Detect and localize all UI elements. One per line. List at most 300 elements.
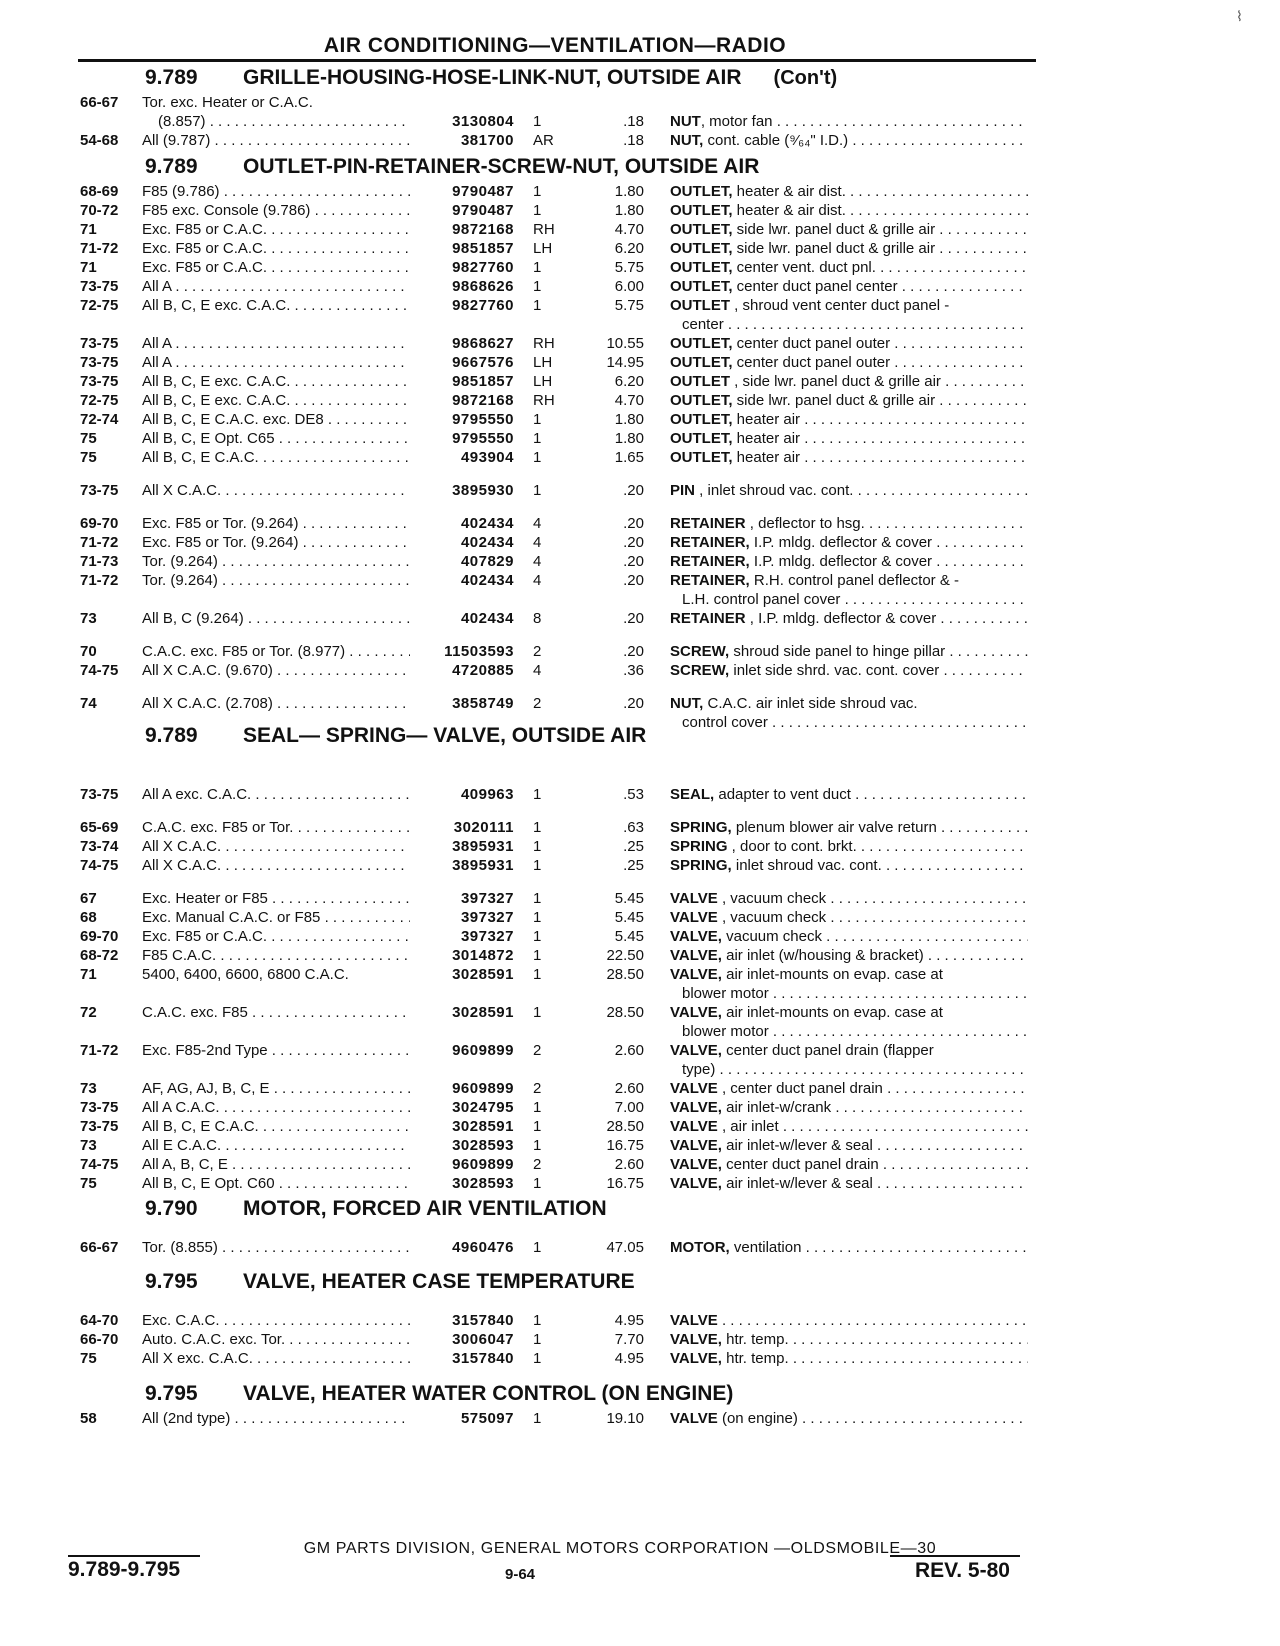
description-noun: SPRING (670, 838, 728, 855)
description (670, 449, 1028, 466)
description-text: , center duct panel drain (717, 1080, 883, 1097)
description-text: , vacuum check (717, 890, 827, 907)
part-number: 9868626 (452, 278, 514, 295)
application: Exc. F85 or C.A.C. . . . (142, 240, 410, 257)
description-noun: OUTLET, (670, 335, 733, 352)
description-text: inlet shroud vac. cont. (731, 857, 882, 874)
description-noun: VALVE, (670, 947, 722, 964)
part-number: 397327 (460, 909, 514, 926)
footer-section-range: 9.789-9.795 (68, 1558, 181, 1581)
model-years: 73-75 (80, 354, 119, 371)
part-number: 402434 (460, 515, 514, 532)
quantity: 4 (533, 534, 542, 551)
part-row (0, 278, 1280, 297)
model-years: 73-75 (80, 482, 119, 499)
quantity: 1 (533, 1239, 542, 1256)
part-row (0, 1175, 1280, 1194)
description (670, 662, 1028, 679)
model-years: 66-70 (80, 1331, 119, 1348)
description-noun: RETAINER (670, 515, 746, 532)
description-noun: VALVE (670, 1410, 718, 1427)
description-text: side lwr. panel duct & grille air (732, 392, 936, 409)
application: F85 C.A.C. . . . (142, 947, 410, 964)
part-row (0, 909, 1280, 928)
part-row (0, 113, 1280, 132)
description-noun: OUTLET, (670, 259, 733, 276)
model-years: 69-70 (80, 928, 119, 945)
quantity: 1 (533, 449, 542, 466)
part-number: 9851857 (452, 240, 514, 257)
application: F85 (9.786) . . . (142, 183, 410, 200)
part-row (0, 1023, 1280, 1042)
description-noun: OUTLET, (670, 392, 733, 409)
price: .18 (623, 132, 644, 149)
part-row (0, 695, 1280, 714)
price: .53 (623, 786, 644, 803)
model-years: 74-75 (80, 1156, 119, 1173)
part-number: 575097 (460, 1410, 514, 1427)
model-years: 73-75 (80, 1099, 119, 1116)
quantity: RH (533, 335, 555, 352)
application: AF, AG, AJ, B, C, E . . . (142, 1080, 410, 1097)
application: All B, C, E C.A.C. . . . (142, 1118, 410, 1135)
section-title-text: OUTLET-PIN-RETAINER-SCREW-NUT, OUTSIDE AIR (243, 155, 760, 178)
part-row (0, 183, 1280, 202)
application: Exc. F85-2nd Type . . . (142, 1042, 410, 1059)
application: All (2nd type) . . . (142, 1410, 410, 1427)
description (670, 482, 1028, 499)
price: 19.10 (606, 1410, 644, 1427)
quantity: 1 (533, 1410, 542, 1427)
part-row (0, 430, 1280, 449)
section-title-text: VALVE, HEATER CASE TEMPERATURE (243, 1270, 635, 1293)
description-text: , air inlet (717, 1118, 779, 1135)
application: All A, B, C, E . . . (142, 1156, 410, 1173)
description-text: heater & air dist. (732, 183, 846, 200)
description (670, 297, 1028, 314)
description (670, 928, 1028, 945)
application: All X C.A.C. . . . (142, 857, 410, 874)
description (670, 1118, 1028, 1135)
section-title (243, 66, 837, 90)
model-years: 73-75 (80, 335, 119, 352)
part-row (0, 1061, 1280, 1080)
application: All B, C, E exc. C.A.C. . . . (142, 392, 410, 409)
model-years: 72-75 (80, 392, 119, 409)
description-noun: VALVE, (670, 1175, 722, 1192)
section-number: 9.789 (145, 155, 198, 178)
description (670, 1080, 1028, 1097)
description-text: heater air (732, 449, 801, 466)
model-years: 71 (80, 966, 97, 983)
quantity: 1 (533, 1118, 542, 1135)
price: .20 (623, 643, 644, 660)
model-years: 74-75 (80, 662, 119, 679)
section-title (243, 724, 646, 748)
part-row (0, 1312, 1280, 1331)
description-noun: SPRING, (670, 819, 732, 836)
row-spacer (0, 629, 1280, 643)
part-row (0, 1137, 1280, 1156)
application: All A C.A.C. . . . (142, 1099, 410, 1116)
part-number: 9790487 (452, 183, 514, 200)
model-years: 69-70 (80, 515, 119, 532)
description-text: , deflector to hsg. (745, 515, 865, 532)
part-number: 402434 (460, 572, 514, 589)
section-heading (0, 722, 1280, 752)
description (670, 411, 1028, 428)
model-years: 75 (80, 1350, 97, 1367)
description-noun: NUT, (670, 132, 704, 149)
description (670, 1350, 1028, 1367)
section-title (243, 1197, 607, 1221)
application: All B, C, E exc. C.A.C. . . . (142, 297, 410, 314)
section-title-text: VALVE, HEATER WATER CONTROL (ON ENGINE) (243, 1382, 734, 1405)
price: 6.20 (614, 240, 644, 257)
section-number: 9.795 (145, 1270, 198, 1293)
description-text: , side lwr. panel duct & grille air (730, 373, 941, 390)
application: Exc. C.A.C. . . . (142, 1312, 410, 1329)
description-text: , vacuum check (717, 909, 827, 926)
part-row (0, 591, 1280, 610)
description (670, 354, 1028, 371)
description (670, 534, 1028, 551)
part-row (0, 819, 1280, 838)
part-row (0, 1410, 1280, 1429)
part-row (0, 392, 1280, 411)
quantity: 1 (533, 1331, 542, 1348)
price: 5.45 (614, 928, 644, 945)
model-years: 65-69 (80, 819, 119, 836)
model-years: 58 (80, 1410, 97, 1427)
description-noun: SPRING, (670, 857, 732, 874)
part-row (0, 1004, 1280, 1023)
part-number: 3028591 (452, 1118, 514, 1135)
quantity: 2 (533, 1080, 542, 1097)
row-spacer (0, 1225, 1280, 1239)
description-continued: blower motor . . . (682, 1023, 1028, 1040)
model-years: 73 (80, 610, 97, 627)
header-rule (78, 59, 1036, 62)
part-row (0, 534, 1280, 553)
part-row (0, 985, 1280, 1004)
price: 5.75 (614, 297, 644, 314)
part-row (0, 1042, 1280, 1061)
model-years: 73-75 (80, 786, 119, 803)
quantity: 1 (533, 411, 542, 428)
price: 2.60 (614, 1156, 644, 1173)
application: Exc. F85 or C.A.C. . . . (142, 221, 410, 238)
price: 2.60 (614, 1080, 644, 1097)
row-spacer (0, 805, 1280, 819)
model-years: 75 (80, 1175, 97, 1192)
parts-section (0, 64, 1280, 151)
application: C.A.C. exc. F85 or Tor. . . . (142, 819, 410, 836)
part-number: 397327 (460, 890, 514, 907)
description-noun: VALVE, (670, 1156, 722, 1173)
quantity: 4 (533, 515, 542, 532)
quantity: 1 (533, 1137, 542, 1154)
part-row (0, 890, 1280, 909)
description-noun: NUT, (670, 695, 704, 712)
application: C.A.C. exc. F85 or Tor. (8.977) . . . (142, 643, 410, 660)
quantity: 2 (533, 1156, 542, 1173)
application: Tor. (9.264) . . . (142, 553, 410, 570)
quantity: 1 (533, 928, 542, 945)
part-number: 3895931 (452, 838, 514, 855)
row-spacer (0, 468, 1280, 482)
model-years: 73-75 (80, 373, 119, 390)
description (670, 515, 1028, 532)
application: All X C.A.C. . . . (142, 838, 410, 855)
quantity: 1 (533, 1004, 542, 1021)
parts-section (0, 153, 1280, 733)
part-row (0, 221, 1280, 240)
quantity: 1 (533, 909, 542, 926)
description-text: center duct panel center (732, 278, 898, 295)
quantity: 1 (533, 819, 542, 836)
description-text: , motor fan (700, 113, 773, 130)
description-noun: MOTOR, (670, 1239, 730, 1256)
description (670, 373, 1028, 390)
price: 2.60 (614, 1042, 644, 1059)
application: All B, C, E Opt. C60 . . . (142, 1175, 410, 1192)
description-text: ventilation (729, 1239, 802, 1256)
part-number: 9609899 (452, 1042, 514, 1059)
part-row (0, 449, 1280, 468)
section-title (243, 155, 759, 179)
part-number: 9795550 (452, 411, 514, 428)
model-years: 71 (80, 221, 97, 238)
description (670, 335, 1028, 352)
part-row (0, 572, 1280, 591)
application: Exc. Manual C.A.C. or F85 . . . (142, 909, 410, 926)
part-row (0, 297, 1280, 316)
description-noun: VALVE (670, 1080, 718, 1097)
price: .20 (623, 572, 644, 589)
price: 4.95 (614, 1312, 644, 1329)
part-row (0, 610, 1280, 629)
description-text: center duct panel drain (flapper (721, 1042, 934, 1059)
quantity: 4 (533, 662, 542, 679)
description-text: inlet side shrd. vac. cont. cover (729, 662, 940, 679)
part-row (0, 1080, 1280, 1099)
description-noun: VALVE, (670, 1099, 722, 1116)
application: All A . . . (142, 335, 410, 352)
quantity: 1 (533, 202, 542, 219)
description-noun: VALVE (670, 1312, 718, 1329)
description (670, 202, 1028, 219)
row-spacer (0, 752, 1280, 786)
section-heading (0, 1268, 1280, 1298)
description-noun: OUTLET, (670, 278, 733, 295)
application: Exc. F85 or Tor. (9.264) . . . (142, 515, 410, 532)
model-years: 70-72 (80, 202, 119, 219)
part-number: 3028591 (452, 966, 514, 983)
section-number: 9.789 (145, 724, 198, 747)
application: F85 exc. Console (9.786) . . . (142, 202, 410, 219)
section-title-text: SEAL— SPRING— VALVE, OUTSIDE AIR (243, 724, 647, 747)
price: 28.50 (606, 966, 644, 983)
application: All X C.A.C. . . . (142, 482, 410, 499)
quantity: 1 (533, 297, 542, 314)
quantity: 4 (533, 572, 542, 589)
description-text: C.A.C. air inlet side shroud vac. (703, 695, 918, 712)
section-number: 9.789 (145, 66, 198, 89)
description-noun: OUTLET (670, 297, 730, 314)
model-years: 71-72 (80, 240, 119, 257)
model-years: 73 (80, 1137, 97, 1154)
price: .25 (623, 838, 644, 855)
description (670, 890, 1028, 907)
description (670, 909, 1028, 926)
description-text: air inlet-mounts on evap. case at (721, 1004, 943, 1021)
description-text: plenum blower air valve return (731, 819, 937, 836)
model-years: 71-72 (80, 572, 119, 589)
application: Auto. C.A.C. exc. Tor. . . . (142, 1331, 410, 1348)
price: 16.75 (606, 1137, 644, 1154)
application: Exc. F85 or C.A.C. . . . (142, 928, 410, 945)
part-row (0, 1099, 1280, 1118)
model-years: 72 (80, 1004, 97, 1021)
part-number: 407829 (460, 553, 514, 570)
model-years: 73-75 (80, 1118, 119, 1135)
description-noun: OUTLET, (670, 202, 733, 219)
description (670, 610, 1028, 627)
price: 4.70 (614, 221, 644, 238)
description-noun: VALVE (670, 1118, 718, 1135)
part-row (0, 335, 1280, 354)
description-noun: RETAINER, (670, 553, 750, 570)
quantity: 1 (533, 430, 542, 447)
description (670, 1331, 1028, 1348)
page-title: AIR CONDITIONING—VENTILATION—RADIO (323, 34, 787, 57)
part-number: 3130804 (452, 113, 514, 130)
quantity: 1 (533, 786, 542, 803)
description (670, 966, 1028, 983)
part-number: 3157840 (452, 1350, 514, 1367)
description (670, 240, 1028, 257)
description-text: air inlet-w/lever & seal (721, 1137, 873, 1154)
price: 6.20 (614, 373, 644, 390)
part-number: 3028591 (452, 1004, 514, 1021)
quantity: 1 (533, 1312, 542, 1329)
quantity: 1 (533, 1350, 542, 1367)
application: All B, C (9.264) . . . (142, 610, 410, 627)
scan-mark: ⌇ (1236, 8, 1243, 24)
description-continued: type) . . . (682, 1061, 1028, 1078)
model-years: 71-72 (80, 534, 119, 551)
model-years: 68-69 (80, 183, 119, 200)
quantity: 1 (533, 857, 542, 874)
part-number: 11503593 (444, 643, 514, 660)
application: 5400, 6400, 6600, 6800 C.A.C. (142, 966, 349, 983)
description-noun: VALVE, (670, 1137, 722, 1154)
description-noun: VALVE (670, 890, 718, 907)
part-row (0, 240, 1280, 259)
part-number: 381700 (460, 132, 514, 149)
description-noun: NUT (670, 113, 701, 130)
description-text: I.P. mldg. deflector & cover (749, 553, 933, 570)
quantity: 2 (533, 1042, 542, 1059)
part-row (0, 132, 1280, 151)
description (670, 1410, 1028, 1427)
part-number: 9872168 (452, 392, 514, 409)
description (670, 1239, 1028, 1256)
application: C.A.C. exc. F85 . . . (142, 1004, 410, 1021)
part-number: 9795550 (452, 430, 514, 447)
section-heading (0, 153, 1280, 183)
parts-section (0, 1380, 1280, 1429)
part-row (0, 482, 1280, 501)
quantity: LH (533, 240, 553, 257)
section-title (243, 1270, 635, 1294)
application: All A . . . (142, 278, 410, 295)
application: All X exc. C.A.C. . . . (142, 1350, 410, 1367)
model-years: 72-74 (80, 411, 119, 428)
part-row (0, 966, 1280, 985)
part-row (0, 259, 1280, 278)
quantity: 1 (533, 482, 542, 499)
description (670, 392, 1028, 409)
description-noun: OUTLET (670, 373, 730, 390)
description-noun: VALVE, (670, 1004, 722, 1021)
quantity: 1 (533, 966, 542, 983)
model-years: 68-72 (80, 947, 119, 964)
application: (8.857) . . . (142, 113, 410, 130)
price: 47.05 (606, 1239, 644, 1256)
part-row (0, 1118, 1280, 1137)
part-row (0, 202, 1280, 221)
description-text: (on engine) (717, 1410, 798, 1427)
description-noun: SCREW, (670, 643, 730, 660)
description (670, 1099, 1028, 1116)
section-title (243, 1382, 733, 1406)
description-text: heater air (732, 430, 801, 447)
description (670, 947, 1028, 964)
description (670, 113, 1028, 130)
model-years: 74-75 (80, 857, 119, 874)
quantity: RH (533, 221, 555, 238)
description-noun: PIN (670, 482, 696, 499)
price: .20 (623, 553, 644, 570)
description-text: cont. cable (⁹⁄₆₄" I.D.) (703, 132, 849, 149)
quantity: LH (533, 354, 553, 371)
part-number: 9851857 (452, 373, 514, 390)
description-text: air inlet-mounts on evap. case at (721, 966, 943, 983)
part-number: 3014872 (452, 947, 514, 964)
description (670, 857, 1028, 874)
parts-section (0, 1195, 1280, 1258)
price: 1.80 (614, 183, 644, 200)
application: Exc. F85 or C.A.C. . . . (142, 259, 410, 276)
footer-page-number: 9-64 (505, 1566, 536, 1583)
description-noun: SEAL, (670, 786, 715, 803)
section-title-text: GRILLE-HOUSING-HOSE-LINK-NUT, OUTSIDE AIR (243, 66, 742, 89)
quantity: 4 (533, 553, 542, 570)
footer-publisher: GM PARTS DIVISION, GENERAL MOTORS CORPORATION —OLDSMOBILE—30 (303, 1540, 937, 1557)
part-row (0, 838, 1280, 857)
part-row (0, 316, 1280, 335)
description-noun: RETAINER (670, 610, 746, 627)
price: 1.65 (614, 449, 644, 466)
section-title-text: MOTOR, FORCED AIR VENTILATION (243, 1197, 607, 1220)
part-number: 3024795 (452, 1099, 514, 1116)
description-noun: SCREW, (670, 662, 730, 679)
description (670, 1156, 1028, 1173)
quantity: 8 (533, 610, 542, 627)
part-row (0, 553, 1280, 572)
